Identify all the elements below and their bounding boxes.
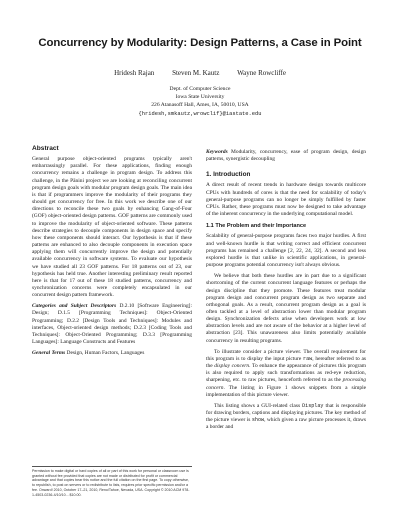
- intro-paragraph: [206, 403, 366, 432]
- text-run: . To enhance the appearance of pictures this program is also required to apply such transformations as red-eye reduction, sharpening, etc. to raw pictures, henceforth referred to as the: [206, 363, 366, 384]
- affiliation: [0, 85, 400, 118]
- abstract-heading: Abstract: [32, 145, 59, 152]
- emphasis-term: display concern: [214, 363, 250, 370]
- author-name: Steven M. Kautz: [172, 69, 220, 77]
- text-run: To illustrate consider a picture viewer. The overall requirement for this program is to display the input picture: [206, 348, 366, 362]
- categories-text: D.2.10 [Software Engineering]: Design; D.1.5 [Programming Techniques]: Object-Oriented Programming; D.2.2 [Design Tools and Techniques]: Modules and interfaces, Object-oriented design methods; D.2.3 [Coding Tools and Techniques]: Object-Oriented Programming; D.3.3 [Programming Languages]: Language Constructs and Features: [32, 303, 193, 346]
- intro-paragraph: [206, 349, 366, 399]
- code-term: Display: [302, 402, 324, 409]
- keywords-text: Modularity, concurrency, ease of program design, design patterns, synergistic decoupling: [206, 149, 367, 163]
- affiliation-address: 226 Atanasoff Hall, Ames, IA, 50010, USA: [151, 102, 249, 109]
- abstract-text: General purpose object-oriented programs typically aren't embarrassingly parallel. For these applications, finding enough concurrency remains a challenge in program design. To address this challenge, in the Pānini project we are looking at reconciling concurrent program design goals with modular program design goals. The main idea is that if programmers improve the modularity of their programs they should get concurrency for free. In this work we describe one of our directions to reconcile these two goals by enhancing Gang-of-Four (GOF) object-oriented design patterns. GOF patterns are commonly used to improve the modularity of object-oriented software. These patterns describe strategies to decouple components in design space and specify how these components should interact. Our hypothesis is that if these patterns are enhanced to also decouple components in execution space applying them will concurrently improve the design and potentially available concurrency in software systems. To evaluate our hypothesis we have studied all 23 GOF patterns. For 18 patterns out of 23, our hypothesis has held true. Another interesting preliminary result reported here is that for 17 out of these 18 studied patterns, concurrency and synchronization concerns were completely encapsulated in our concurrent design pattern framework.: [32, 156, 192, 299]
- keywords-paragraph: [206, 149, 366, 163]
- intro-paragraph: We believe that both these hurdles are in part due to a significant shortcoming of the current concurrent language features or perhaps the design discipline that they promote. These features treat modular program design and concurrent program design as two separate and orthogonal goals. As a result, concurrent program design as a goal is often tackled at a level of abstraction lower than modular program design. Synchronization defects arise when developers work at low abstraction levels and are not aware of the behavior at a higher level of abstraction [23]. This unawareness also limits potentially available concurrency in resulting programs.: [206, 273, 366, 344]
- intro-paragraph: Scalability of general-purpose programs faces two major hurdles. A first and well-known hurdle is that writing correct and efficient concurrent programs has remained a challenge [2, 22, 24, 32]. A second and less explored hurdle is that unlike in scientific applications, in general-purpose programs potential concurrency isn't always obvious.: [206, 233, 366, 269]
- text-run: This listing shows a GUI-related class: [214, 402, 303, 409]
- author-list: [0, 69, 400, 77]
- paper-title: Concurrency by Modularity: Design Patterns, a Case in Point: [38, 37, 362, 49]
- general-terms-text: Design, Human Factors, Languages: [66, 350, 145, 357]
- copyright-notice: Permission to make digital or hard copies of all or part of this work for personal or classroom use is granted without fee provided that copies are not made or distributed for profit or commercial advantage and that copies bear this notice and the full citation on the first page. To copy otherwise, to republish, to post on servers or to redistribute to lists, requires prior specific permission and/or a fee. Onward! 2010, October 17–21, 2010, Reno/Tahoe, Nevada, USA. Copyright © 2010 ACM 978-1-4503-0236-4/10/10... $10.00.: [32, 466, 192, 497]
- keywords-label: Keywords: [206, 149, 228, 155]
- affiliation-dept: Dept. of Computer Science: [169, 86, 231, 92]
- categories-label: Categories and Subject Descriptors: [32, 303, 117, 310]
- categories-paragraph: [32, 303, 192, 346]
- text-run: that is responsible for drawing borders, captions and displaying pictures. The key method of the picture viewer is: [206, 402, 367, 424]
- text-run: , which given a raw picture processes it, draws a border and: [206, 417, 366, 431]
- intro-paragraph: A direct result of recent trends in hardware design towards multicore CPUs with hundreds of cores is that the need for scalability of today's general-purpose programs can no longer be simply fulfilled by faster CPUs. Rather, these programs must now be designed to take advantage of the inherent concurrency in the underlying computational model.: [206, 182, 366, 218]
- code-term: raw: [303, 355, 313, 362]
- author-name: Hridesh Rajan: [114, 69, 155, 77]
- affiliation-university: Iowa State University: [175, 94, 225, 101]
- left-column: [32, 145, 192, 361]
- general-terms-paragraph: [32, 350, 192, 357]
- author-name: Wayne Rowcliffe: [237, 69, 286, 77]
- text-run: , hereafter referred to as the: [206, 355, 366, 370]
- author-email: {hridesh,smkautz,wrowclif}@iastate.edu: [138, 110, 262, 117]
- right-column: [206, 149, 366, 435]
- text-run: . The listing in Figure 1 shows snippets from a simple implementation of this picture viewer.: [206, 384, 366, 398]
- emphasis-term: processing concern: [206, 377, 366, 391]
- subsection-heading: 1.1 The Problem and their Importance: [206, 223, 307, 230]
- code-term: show: [251, 417, 265, 424]
- general-terms-label: General Terms: [32, 350, 66, 357]
- section-heading-introduction: 1. Introduction: [206, 171, 251, 179]
